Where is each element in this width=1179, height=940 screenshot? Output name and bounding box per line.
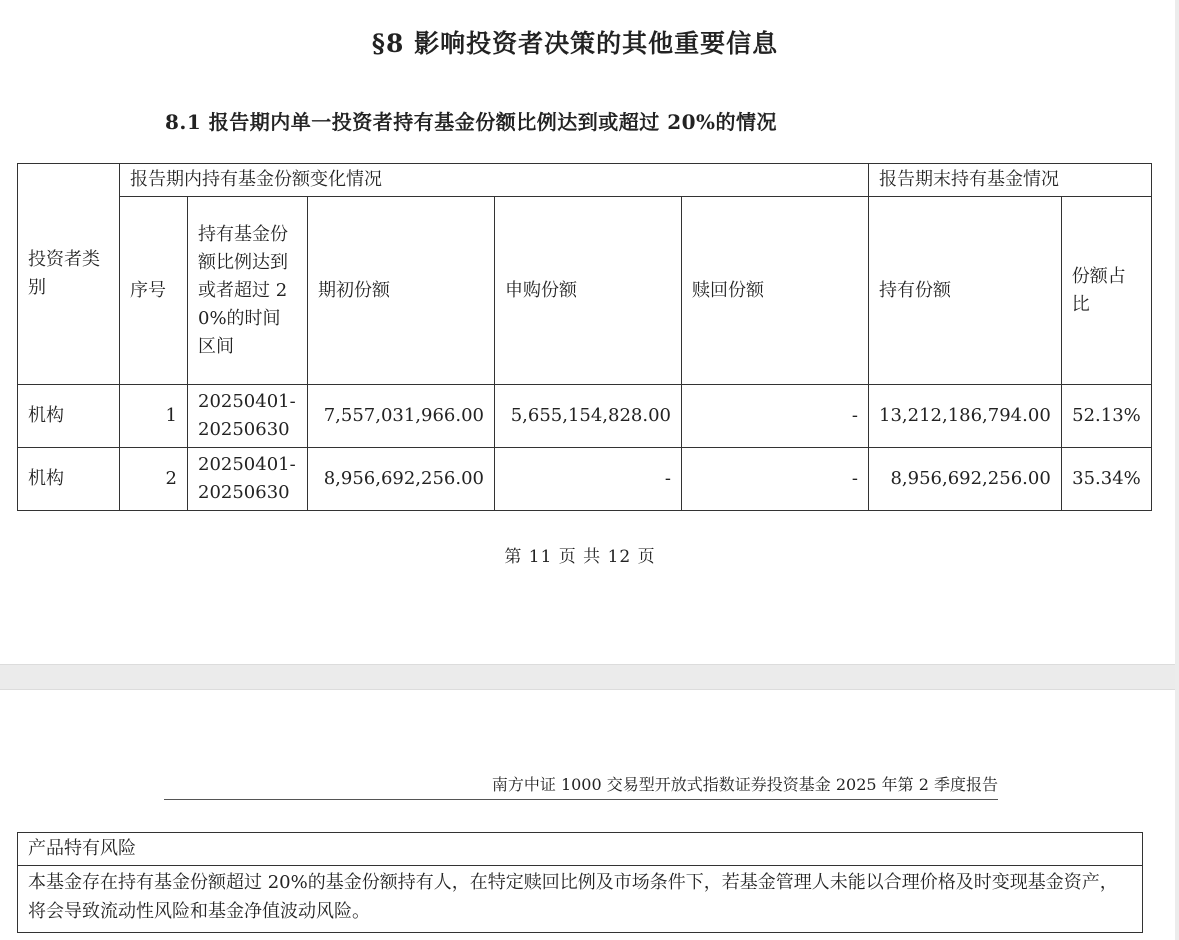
cell-ratio: 35.34% xyxy=(1061,448,1151,511)
cell-begin: 8,956,692,256.00 xyxy=(308,448,495,511)
cell-type: 机构 xyxy=(18,448,120,511)
cell-type: 机构 xyxy=(18,385,120,448)
cell-redeem: - xyxy=(682,448,869,511)
report-header: 南方中证 1000 交易型开放式指数证券投资基金 2025 年第 2 季度报告 xyxy=(164,772,998,800)
cell-hold: 8,956,692,256.00 xyxy=(869,448,1062,511)
cell-seq: 1 xyxy=(120,385,188,448)
page-number: 第 11 页 共 12 页 xyxy=(504,547,656,567)
cell-subscribe: - xyxy=(495,448,682,511)
header-redeem: 赎回份额 xyxy=(682,197,869,385)
viewer-edge xyxy=(1175,0,1179,940)
cell-ratio: 52.13% xyxy=(1061,385,1151,448)
cell-period: 20250401-20250630 xyxy=(188,385,308,448)
cell-hold: 13,212,186,794.00 xyxy=(869,385,1062,448)
header-group-change: 报告期内持有基金份额变化情况 xyxy=(120,164,869,197)
document-page-12 xyxy=(0,690,1175,940)
risk-box xyxy=(17,832,1143,933)
cell-seq: 2 xyxy=(120,448,188,511)
section-title: §8 影响投资者决策的其他重要信息 xyxy=(371,29,779,58)
header-ratio: 份额占比 xyxy=(1061,197,1151,385)
table-row xyxy=(18,385,1152,448)
header-hold: 持有份额 xyxy=(869,197,1062,385)
header-investor-type: 投资者类别 xyxy=(18,164,120,385)
risk-title: 产品特有风险 xyxy=(18,833,1142,866)
cell-subscribe: 5,655,154,828.00 xyxy=(495,385,682,448)
header-seq: 序号 xyxy=(120,197,188,385)
risk-text: 本基金存在持有基金份额超过 20%的基金份额持有人，在特定赎回比例及市场条件下，若基金管理人未能以合理价格及时变现基金资产，将会导致流动性风险和基金净值波动风险。 xyxy=(28,872,1118,922)
header-period: 持有基金份额比例达到或者超过 20%的时间区间 xyxy=(188,197,308,385)
table-header-row-1 xyxy=(18,164,1152,197)
table-row xyxy=(18,448,1152,511)
header-group-end: 报告期末持有基金情况 xyxy=(869,164,1152,197)
cell-begin: 7,557,031,966.00 xyxy=(308,385,495,448)
table-header-row-2 xyxy=(18,197,1152,385)
investor-holdings-table xyxy=(17,163,1152,511)
header-begin: 期初份额 xyxy=(308,197,495,385)
cell-period: 20250401-20250630 xyxy=(188,448,308,511)
subsection-title: 8.1 报告期内单一投资者持有基金份额比例达到或超过 20%的情况 xyxy=(165,110,778,134)
header-subscribe: 申购份额 xyxy=(495,197,682,385)
page-separator xyxy=(0,664,1179,690)
cell-redeem: - xyxy=(682,385,869,448)
